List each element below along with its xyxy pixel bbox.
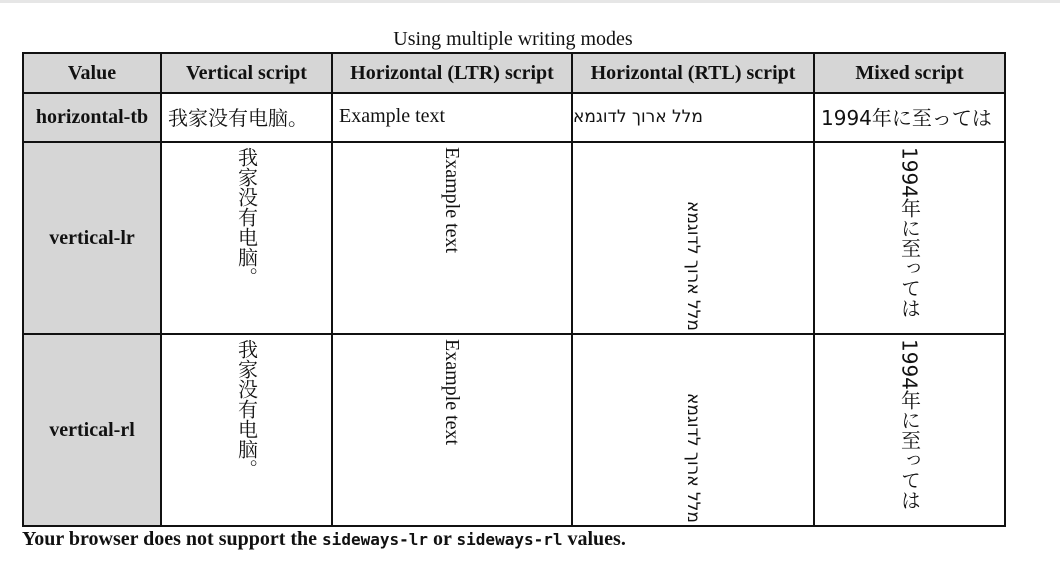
header-value: Value (23, 53, 161, 93)
cell-rtl-script (572, 334, 814, 526)
note-text: Your browser does not support the (22, 528, 323, 550)
header-mixed-script: Mixed script (814, 53, 1005, 93)
cell-text: Example text (441, 339, 463, 446)
row-horizontal-tb (23, 93, 1005, 142)
cell-text: 1994年に至っては (821, 106, 992, 130)
cell-vertical-script (161, 93, 332, 142)
cell-text: 我家没有电脑。 (234, 147, 259, 287)
cell-vertical-script (161, 142, 332, 334)
cell-mixed-script (814, 93, 1005, 142)
row-label: horizontal-tb (23, 93, 161, 142)
cell-text: 1994年に至っては (897, 339, 922, 510)
code-sideways-rl: sideways-rl (456, 530, 563, 549)
cell-vertical-script (161, 334, 332, 526)
row-label: vertical-lr (23, 142, 161, 334)
cell-ltr-script (332, 93, 572, 142)
row-vertical-lr (23, 142, 1005, 334)
cell-ltr-script (332, 334, 572, 526)
cell-text: Example text (441, 147, 463, 254)
writing-modes-example (22, 26, 1004, 527)
row-vertical-rl (23, 334, 1005, 526)
row-label: vertical-rl (23, 334, 161, 526)
cell-text: 我家没有电脑。 (234, 339, 259, 479)
cell-text: מלל ארוך לדוגמא (683, 201, 703, 331)
header-rtl-script: Horizontal (RTL) script (572, 53, 814, 93)
support-note (22, 526, 626, 553)
note-text: values. (562, 528, 626, 550)
top-border (0, 0, 1060, 3)
cell-text: Example text (339, 105, 446, 127)
cell-text: 我家没有电脑。 (168, 106, 308, 130)
writing-modes-table (22, 52, 1006, 527)
cell-ltr-script (332, 142, 572, 334)
code-sideways-lr: sideways-lr (322, 530, 429, 549)
cell-text: מלל ארוך לדוגמא (683, 393, 703, 523)
cell-mixed-script (814, 142, 1005, 334)
cell-mixed-script (814, 334, 1005, 526)
cell-rtl-script (572, 93, 814, 142)
cell-text: 1994年に至っては (897, 147, 922, 318)
header-vertical-script: Vertical script (161, 53, 332, 93)
cell-rtl-script (572, 142, 814, 334)
cell-text: מלל ארוך לדוגמא (573, 106, 703, 127)
note-text: or (428, 528, 457, 550)
header-ltr-script: Horizontal (LTR) script (332, 53, 572, 93)
header-row (23, 53, 1005, 93)
table-caption: Using multiple writing modes (393, 28, 633, 50)
